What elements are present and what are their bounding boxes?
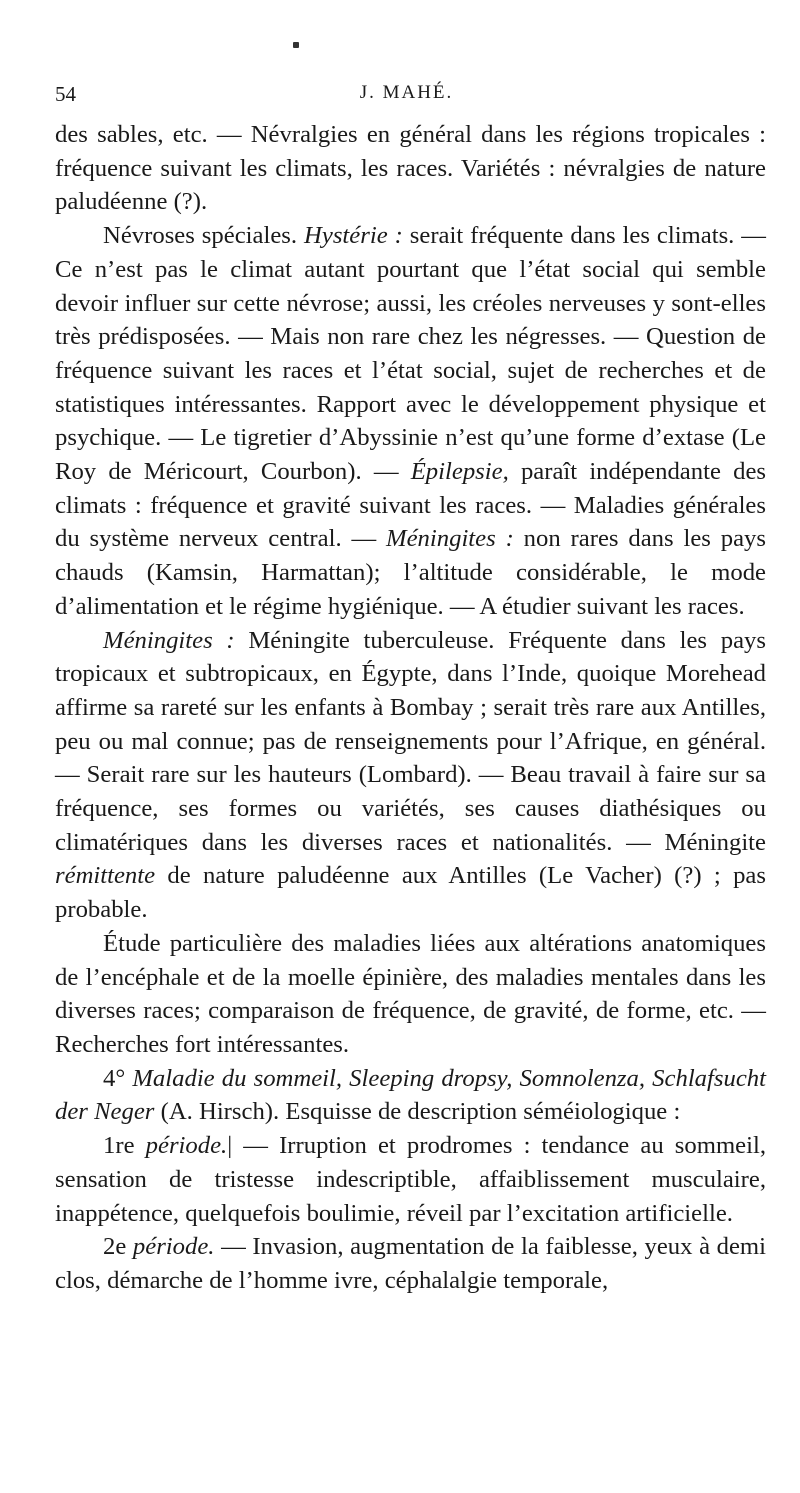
italic-run: Méningites : [103, 626, 235, 654]
text-run: Étude particulière des maladies liées aux altérations anatomiques de l’encéphale et de la moelle épinière, des maladies mentales dans les diverses races; comparaison de fréquence, de gravité, de forme, etc. — Recherches fort intéressantes. [55, 929, 766, 1058]
text-run: — Invasion, augmentation de la faiblesse, yeux à demi clos, démarche de l’homme ivre, céphalalgie temporale, [55, 1233, 766, 1294]
italic-run: Épilepsie, [410, 458, 509, 486]
italic-run: Maladie du sommeil, Sleeping dropsy, Somnolenza, Schlafsucht der Neger [55, 1064, 766, 1126]
page-header [55, 78, 758, 118]
text-run: 4° [103, 1064, 133, 1092]
paragraph-3 [55, 624, 766, 927]
italic-run: période. [145, 1132, 228, 1160]
page-number: 54 [55, 82, 76, 106]
text-run: Névroses spéciales. [103, 222, 305, 250]
paragraph-7 [55, 1230, 766, 1297]
body-text [55, 118, 766, 1298]
italic-run: rémittente [55, 862, 156, 890]
text-run: paraît indépendante des climats : fréquence et gravité suivant les races. — Maladies générales du système nerveux central. — [55, 458, 767, 553]
paragraph-2 [55, 219, 766, 623]
text-run: non rares dans les pays chauds (Kamsin, Harmattan); l’altitude considérable, le mode d’alimentation et le régime hygiénique. — A étudier suivant les races. [55, 525, 767, 620]
italic-run: Méningites : [386, 525, 514, 553]
text-run: 2e [103, 1233, 133, 1261]
ink-dot [293, 42, 299, 48]
text-run: (A. Hirsch). Esquisse de description séméiologique : [154, 1098, 681, 1126]
italic-run: Hystérie : [304, 222, 403, 250]
text-run: serait fréquente dans les climats. — Ce n’est pas le climat autant pourtant que l’état social qui semble devoir influer sur cette névrose; aussi, les créoles nerveuses y sont-elles très prédisposées. — Mais non rare chez les négresses. — Question de fréquence suivant les races et l’état social, sujet de recherches et de statistiques intéressantes. Rapport avec le développement physique et psychique. — Le tigretier d’Abyssinie n’est qu’une forme d’extase (Le Roy de Méricourt, Courbon). — [55, 222, 766, 486]
paragraph-5 [55, 1062, 766, 1129]
paragraph-1 [55, 118, 766, 219]
running-title: J. MAHÉ. [359, 82, 454, 103]
paragraph-4 [55, 927, 766, 1062]
text-run: 1re [103, 1132, 146, 1160]
text-run: de nature paludéenne aux Antilles (Le Vacher) (?) ; pas probable. [55, 862, 766, 924]
italic-run: période. [132, 1233, 215, 1261]
text-run: Méningite tuberculeuse. Fréquente dans les pays tropicaux et subtropicaux, en Égypte, dans l’Inde, quoique Morehead affirme sa rareté sur les enfants à Bombay ; serait très rare aux Antilles, peu ou mal connue; pas de renseignements pour l’Afrique, en général. — Serait rare sur les hauteurs (Lombard). — Beau travail à faire sur sa fréquence, ses formes ou variétés, ses causes diathésiques ou climatériques dans les diverses races et nationalités. — Méningite [55, 626, 766, 856]
paragraph-6 [55, 1129, 766, 1230]
text-run: des sables, etc. — Névralgies en général dans les régions tropicales : fréquence suivant les climats, les races. Variétés : névralgies de nature paludéenne (?). [55, 121, 766, 216]
text-run: | — Irruption et prodromes : tendance au sommeil, sensation de tristesse indescriptible, affaiblissement musculaire, inappétence, quelquefois boulimie, réveil par l’excitation artificielle. [55, 1132, 766, 1227]
